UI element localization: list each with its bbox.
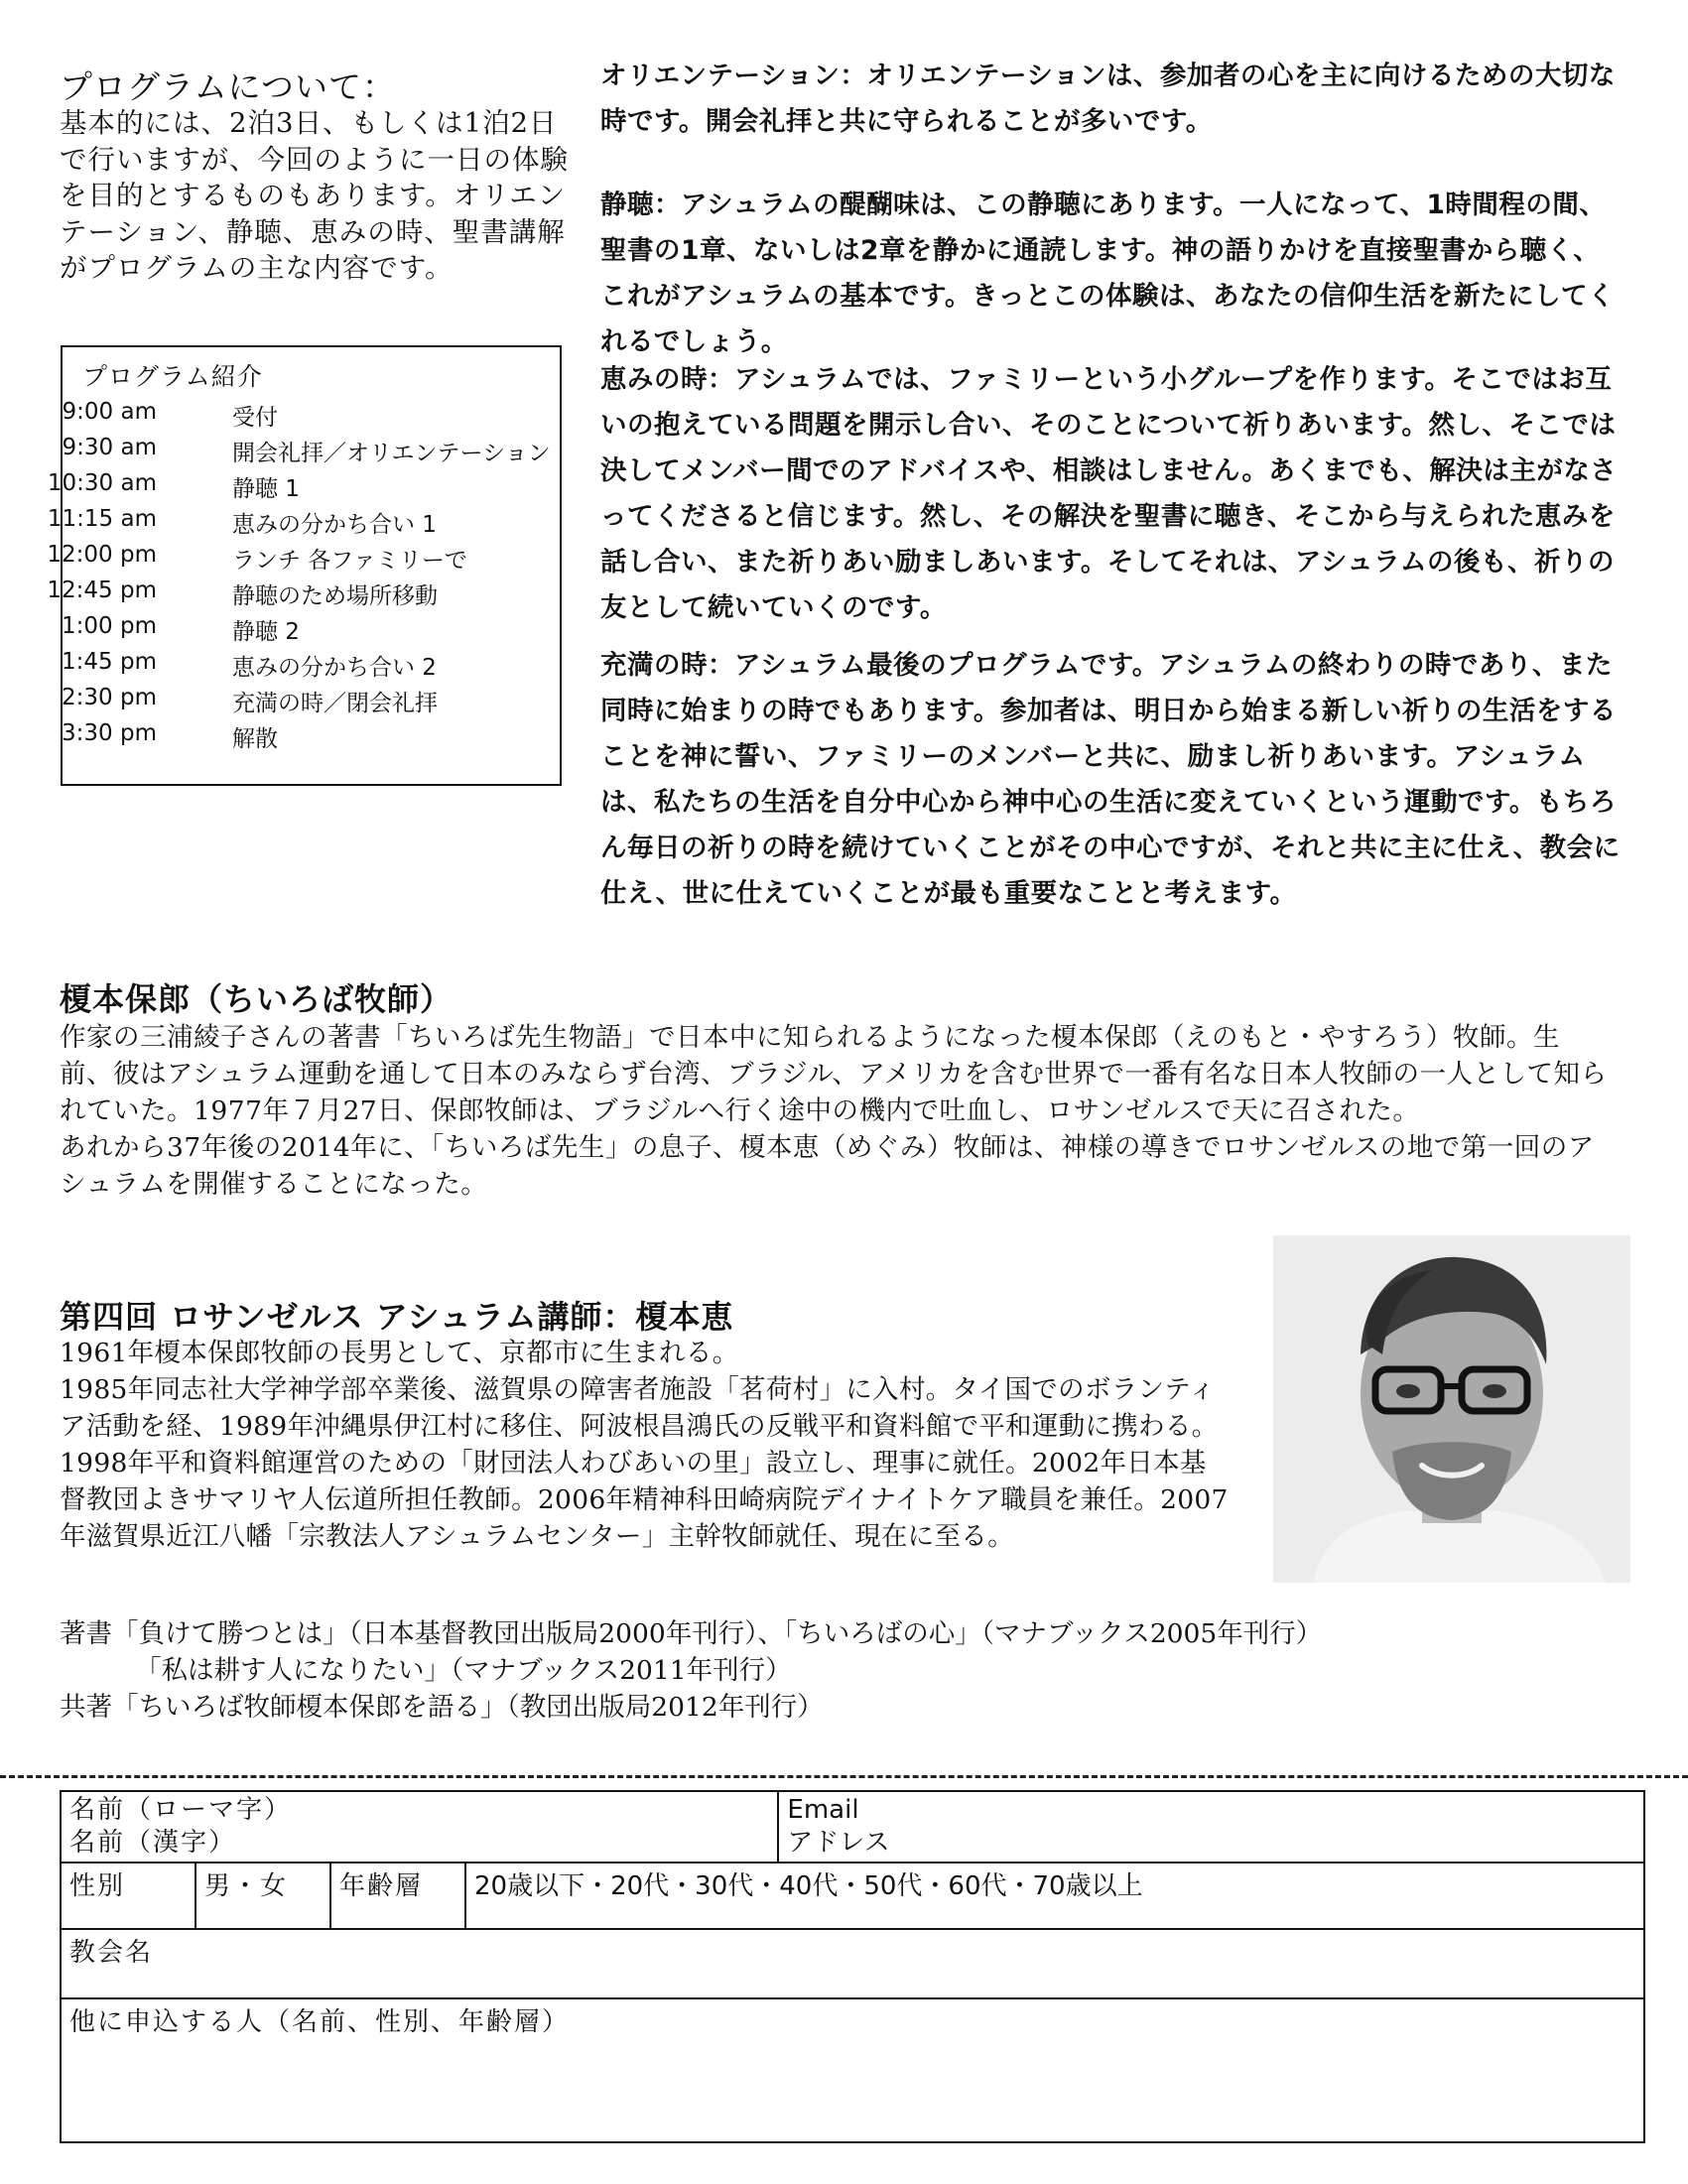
schedule-time: 1:45 pm <box>62 649 157 675</box>
schedule-activity: 静聴 2 <box>232 619 300 645</box>
schedule-row <box>47 578 564 611</box>
schedule-box <box>47 345 562 786</box>
orientation-paragraph: オリエンテーション：オリエンテーションは、参加者の心を主に向けるための大切な時です。開会礼拝と共に守られることが多いです。 <box>600 61 1616 137</box>
schedule-activity: 静聴 1 <box>232 476 300 502</box>
books-line: 「私は耕す人になりたい」（マナブックス2011年刊行） <box>135 1655 792 1686</box>
other-applicants-field[interactable]: 他に申込する人（名前、性別、年齢層） <box>61 1998 1644 2142</box>
schedule-activity: 受付 <box>232 405 278 431</box>
bio-paragraph: 作家の三浦綾子さんの著書「ちいろば先生物語」で日本中に知られるようになった榎本保郎（えのもと・やすろう）牧師。生前、彼はアシュラム運動を通して日本のみならず台湾、ブラジル、アメリカを含む世界で一番有名な日本人牧師の一人として知られていた。1977年７月27日、保郎牧師は、ブラジルへ行く途中の機内で吐血し、ロサンゼルスで天に召された。 <box>60 1022 1608 1126</box>
registration-form <box>60 1790 1645 2143</box>
schedule-time: 1:00 pm <box>62 613 157 639</box>
schedule-row <box>63 435 564 468</box>
name-romaji-label: 名前（ローマ字） <box>69 1795 293 1825</box>
schedule-activity: 恵みの分かち合い 1 <box>232 512 437 538</box>
schedule-title: プログラム紹介 <box>82 362 263 391</box>
schedule-time: 12:45 pm <box>47 578 157 603</box>
schedule-activity: 恵みの分かち合い 2 <box>232 655 437 681</box>
schedule-time: 2:30 pm <box>62 685 157 710</box>
schedule-row <box>63 685 564 718</box>
schedule-row <box>47 542 564 576</box>
grace-paragraph: 恵みの時：アシュラムでは、ファミリーという小グループを作ります。そこではお互いの抱えている問題を開示し合い、そのことについて祈りあいます。然し、そこでは決してメンバー間でのアドバイスや、相談はしません。あくまでも、解決は主がなさってくださると信じます。然し、その解決を聖書に聴き、そこから与えられた恵みを話し合い、また祈りあい励ましあいます。そしてそれは、アシュラムの後も、祈りの友として続いていくのです。 <box>600 364 1618 623</box>
schedule-time: 12:00 pm <box>47 542 157 568</box>
schedule-activity: 静聴のため場所移動 <box>232 583 438 609</box>
age-options[interactable]: 20歳以下・20代・30代・40代・50代・60代・70歳以上 <box>465 1863 1644 1929</box>
fulfillment-paragraph: 充満の時：アシュラム最後のプログラムです。アシュラムの終わりの時であり、また同時に始まりの時でもあります。参加者は、明日から始まる新しい祈りの生活をすることを神に誓い、ファミリーのメンバーと共に、励まし祈りあいます。アシュラムは、私たちの生活を自分中心から神中心の生活に変えていくという運動です。もちろん毎日の祈りの時を続けていくことがその中心ですが、それと共に主に仕え、教会に仕え、世に仕えていくことが最も重要なことと考えます。 <box>600 650 1621 909</box>
schedule-row <box>47 470 564 504</box>
program-heading: プログラムについて： <box>60 67 397 106</box>
email-label: Email <box>787 1795 859 1825</box>
schedule-time: 11:15 am <box>47 506 157 532</box>
gender-label: 性別 <box>61 1863 195 1929</box>
schedule-row <box>63 399 564 433</box>
email-cell[interactable] <box>778 1791 1644 1863</box>
lecturer-photo <box>1273 1235 1630 1583</box>
schedule-time: 10:30 am <box>47 470 157 496</box>
age-label: 年齢層 <box>330 1863 465 1929</box>
books-line: 著書「負けて勝つとは」（日本基督教団出版局2000年刊行）、「ちいろばの心」（マナブックス2005年刊行） <box>60 1618 1323 1649</box>
lecturer-heading: 第四回 ロサンゼルス アシュラム講師：榎本恵 <box>60 1298 734 1336</box>
bio-body <box>60 1019 1608 1203</box>
schedule-row <box>63 613 564 647</box>
name-cell[interactable] <box>61 1791 778 1863</box>
schedule-row <box>63 720 564 754</box>
schedule-activity: 解散 <box>232 726 278 752</box>
schedule-time: 3:30 pm <box>62 720 157 746</box>
church-field[interactable]: 教会名 <box>61 1929 1644 1998</box>
schedule-row <box>63 649 564 683</box>
schedule-time: 9:30 am <box>62 435 157 460</box>
schedule-time: 9:00 am <box>62 399 157 425</box>
books-line: 共著「ちいろば牧師榎本保郎を語る」（教団出版局2012年刊行） <box>60 1692 824 1723</box>
schedule-activity: 充満の時／閉会礼拝 <box>232 691 438 716</box>
portrait-illustration <box>1273 1235 1630 1583</box>
silence-paragraph: 静聴：アシュラムの醍醐味は、この静聴にあります。一人になって、1時間程の間、聖書の1章、ないしは2章を静かに通読します。神の語りかけを直接聖書から聴く、これがアシュラムの基本です。きっとこの体験は、あなたの信仰生活を新たにしてくれるでしょう。 <box>600 190 1616 357</box>
bio-heading: 榎本保郎（ちいろば牧師） <box>60 980 454 1018</box>
bio-paragraph: あれから37年後の2014年に、「ちいろば先生」の息子、榎本恵（めぐみ）牧師は、神様の導きでロサンゼルスの地で第一回のアシュラムを開催することになった。 <box>60 1132 1595 1200</box>
name-kanji-label: 名前（漢字） <box>69 1828 237 1858</box>
lecturer-birth-line: 1961年榎本保郎牧師の長男として、京都市に生まれる。 <box>60 1338 739 1368</box>
books-list <box>60 1615 1647 1726</box>
schedule-activity: ランチ 各ファミリーで <box>232 548 467 574</box>
program-description: 基本的には、2泊3日、もしくは1泊2日で行いますが、今回のように一日の体験を目的とするものもあります。オリエンテーション、静聴、恵みの時、聖書講解がプログラムの主な内容です。 <box>60 107 569 284</box>
schedule-activity: 開会礼拝／オリエンテーション <box>232 441 551 466</box>
address-label: アドレス <box>787 1828 890 1858</box>
gender-options[interactable]: 男・女 <box>195 1863 330 1929</box>
schedule-row <box>47 506 564 540</box>
lecturer-career: 1985年同志社大学神学部卒業後、滋賀県の障害者施設「茗荷村」に入村。タイ国でのボランティア活動を経、1989年沖縄県伊江村に移住、阿波根昌鴻氏の反戦平和資料館で平和運動に携わる。1998年平和資料館運営のための「財団法人わびあいの里」設立し、理事に就任。2002年日本基督教団よきサマリヤ人伝道所担任教師。2006年精神科田崎病院デイナイトケア職員を兼任。2007年滋賀県近江八幡「宗教法人アシュラムセンター」主幹牧師就任、現在に至る。 <box>60 1374 1229 1552</box>
lecturer-body <box>60 1335 1231 1555</box>
cut-line <box>0 1775 1688 1778</box>
